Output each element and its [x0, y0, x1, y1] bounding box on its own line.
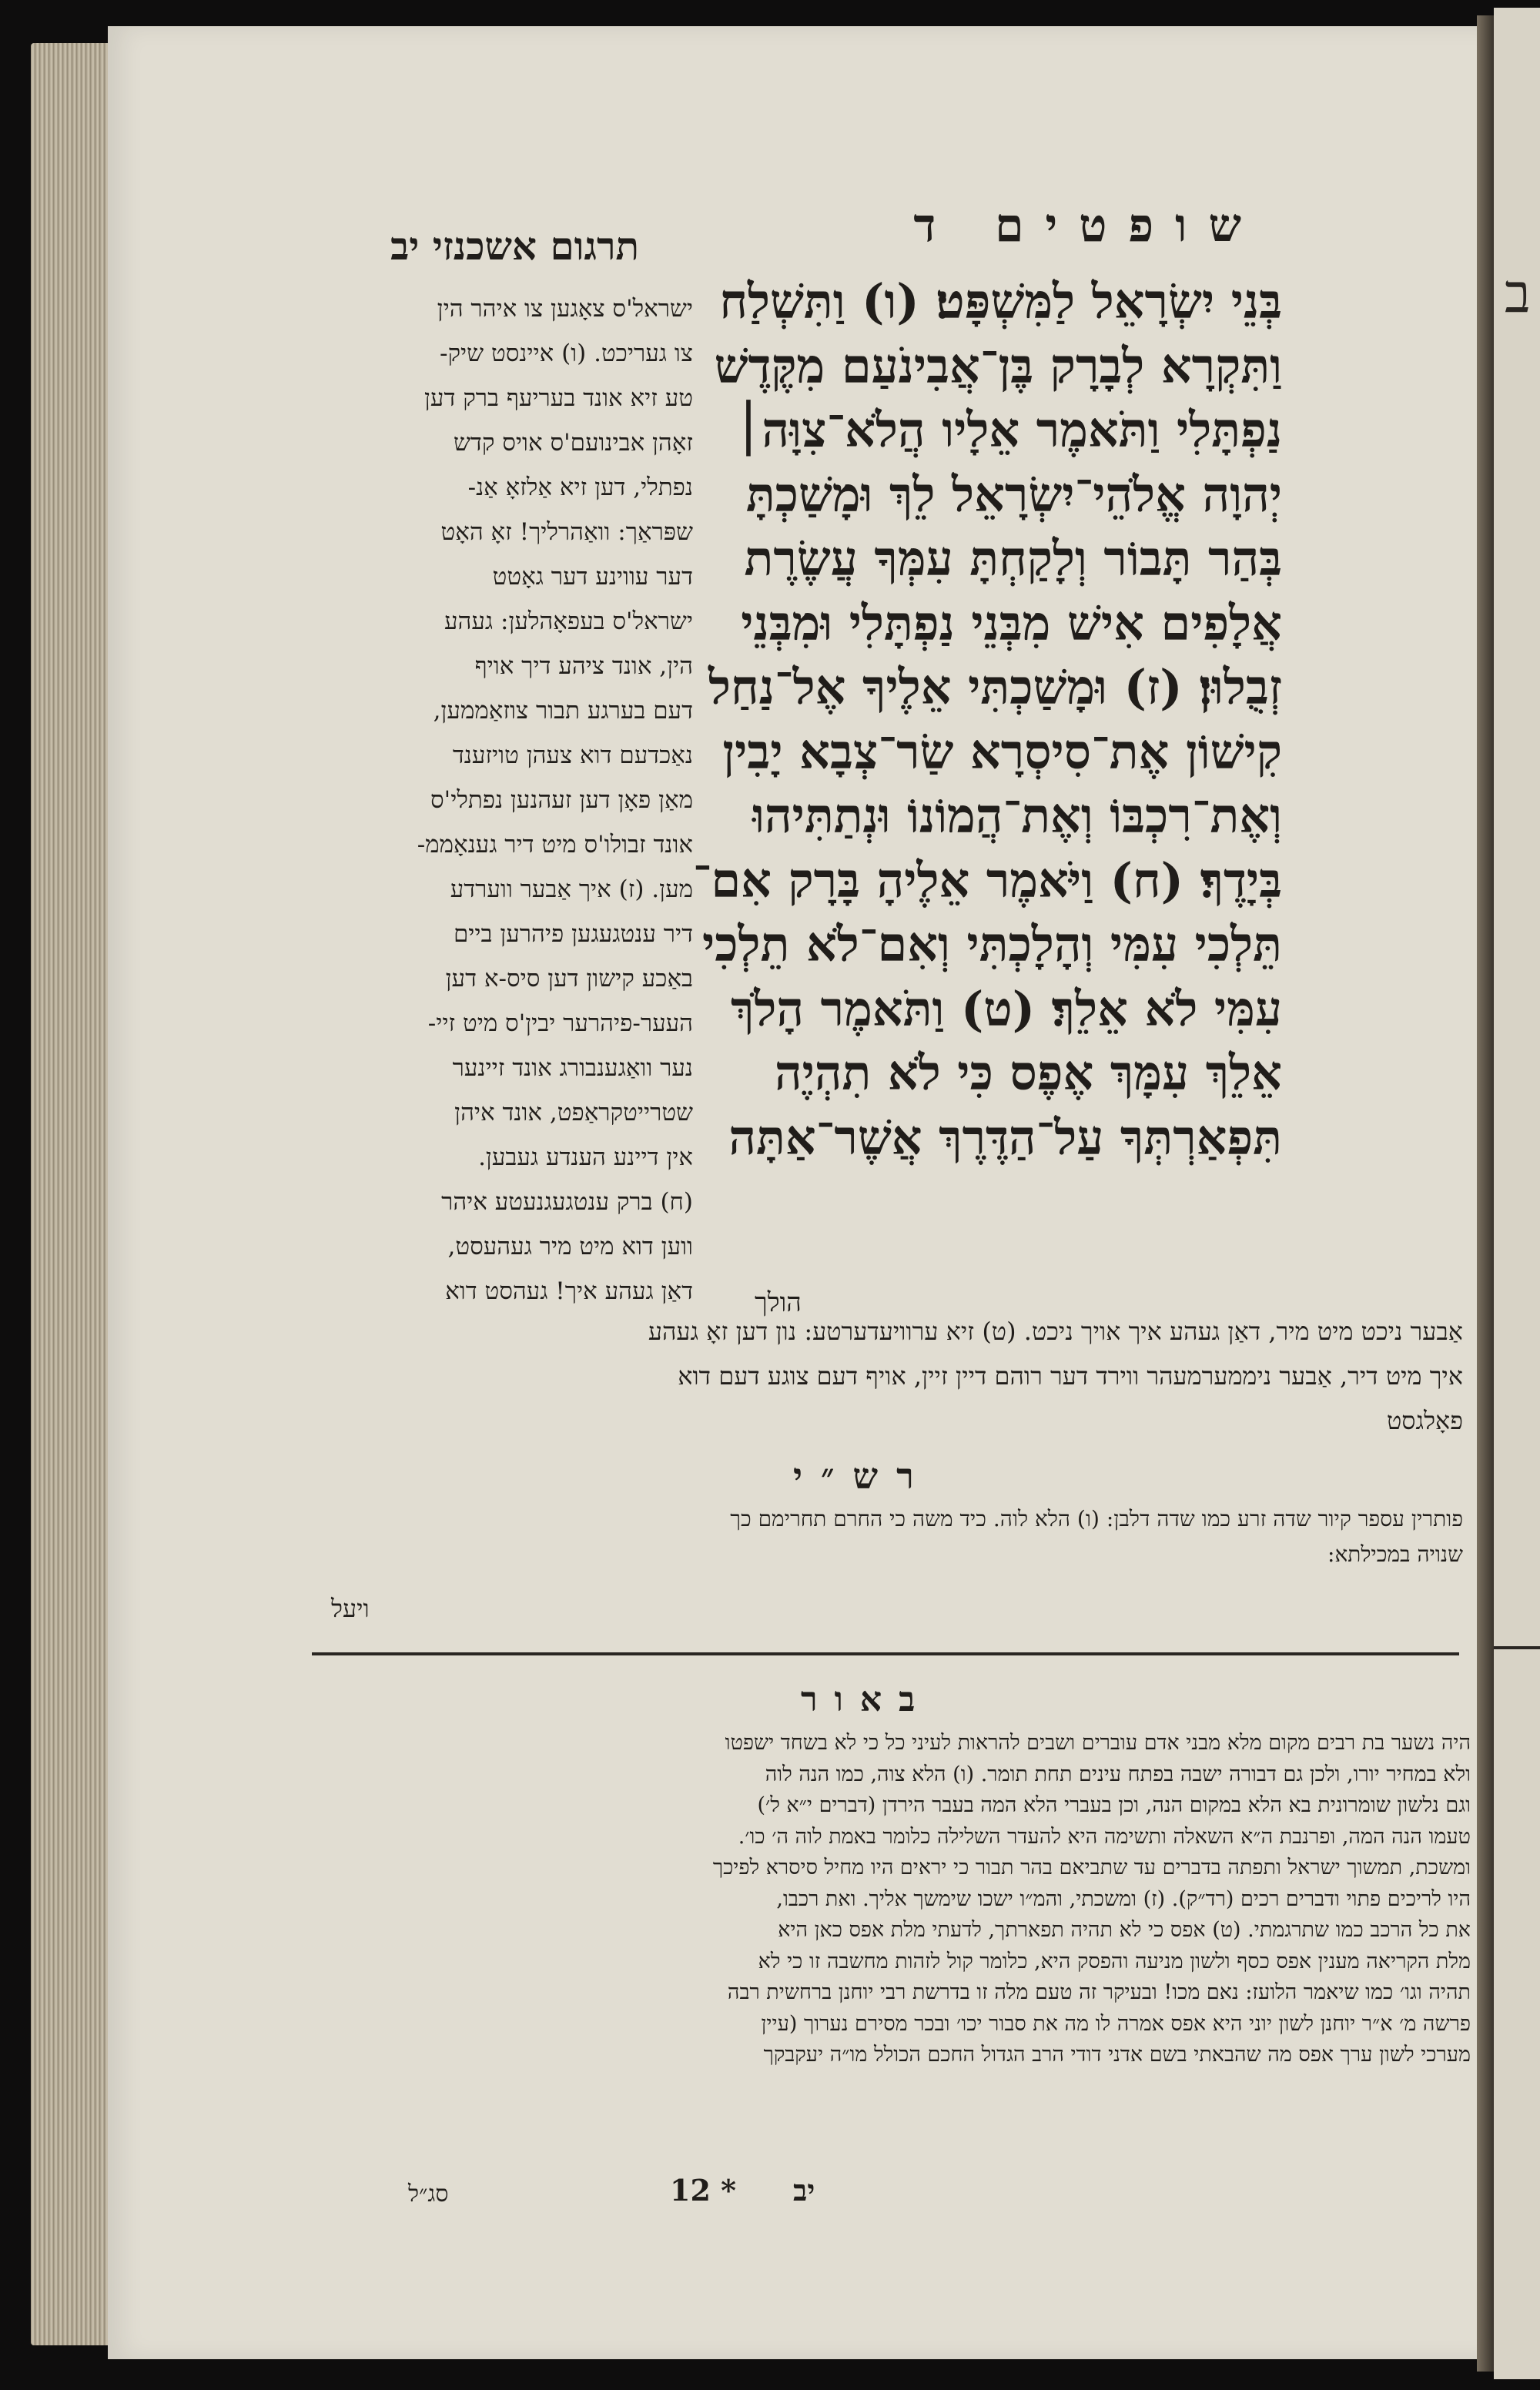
translation-line: דער עווינע דער גאָטט — [492, 563, 693, 591]
hebrew-page-number: יב — [793, 2173, 815, 2208]
book-gutter — [1477, 15, 1494, 2372]
page-number: 12 * — [670, 2173, 736, 2208]
biur-line: ומשכת, תמשוך ישראל ותפתה בדברים עד שתביאם בהר תבור כי יראים היו מחיל סיסרא לפיכך — [712, 1856, 1471, 1880]
translation-line: העער-פיהרער יבין'ס מיט זיי- — [427, 1009, 693, 1037]
verse-line: בְּיָדֶךָ׃ (ח) וַיֹּאמֶר אֵלֶיהָ בָּרָק אִם־ — [692, 852, 1282, 909]
verse-line: בְּנֵי יִשְׂרָאֵל לַמִּשְׁפָּט׃ (ו) וַתִּשְׁלַח — [719, 273, 1282, 330]
verse-column — [692, 269, 1282, 1170]
translation-line: דעם בערגע תבור צוזאַממען, — [433, 697, 693, 725]
translation-line: ישראל'ס צאָגען צו איהר הין — [437, 295, 693, 323]
translation-column — [277, 286, 693, 1314]
biur-line: וגם נלשון שומרונית בא הלא במקום הנה, וכן בעברי הלא המה בעבר הירדן (דברים י״א ל׳) — [757, 1793, 1471, 1817]
translation-line: זאָהן אבינועם'ס אויס קדש — [453, 429, 693, 457]
rashi-line: שנויה במכילתא: — [1327, 1541, 1463, 1567]
verse-line: עִמִּי לֹא אֵלֵךְ׃ (ט) וַתֹּאמֶר הָלֹךְ — [730, 980, 1282, 1037]
verse-line: נַפְתָּלִי וַתֹּאמֶר אֵלָיו הֲלֹא־צִוָּה׀ — [735, 402, 1282, 458]
biur-line: היו לריכים פתוי ודברים רכים (רד״ק). (ז) ומשכתי, והמ״ו ישכו שימשך אליך. ואת רכבו, — [776, 1886, 1471, 1911]
translation-line: צו געריכט. (ו) איינסט שיק- — [439, 340, 693, 367]
translation-line: ווען דוא מיט מיר געהעסט, — [447, 1233, 693, 1260]
verse-line: זְבֻלוּן׃ (ז) וּמָשַׁכְתִּי אֵלֶיךָ אֶל־נַחַל — [708, 659, 1282, 715]
verse-line: קִישׁוֹן אֶת־סִיסְרָא שַׂר־צְבָא יָבִין — [722, 723, 1282, 780]
translation-line: שטרייטקראַפט, אונד איהן — [454, 1099, 693, 1126]
rashi-commentary — [323, 1501, 1463, 1572]
biur-line: היה נשער בת רבים מקום מלא מבני אדם עוברים ושבים להראות לעיני כל כי לא בשחד ישפטו — [725, 1731, 1471, 1755]
biur-line: פרשה מ׳ א״ר יוחנן לשון יוני היא אפס אמרה לו מה את סבור יכו׳ ובכר מסירם נערוך (עיין — [761, 2011, 1471, 2036]
translation-line: מאַן פאָן דען זעהנען נפתלי'ס — [430, 786, 693, 814]
translation-line: דיר ענטגעגען פיהרען ביים — [453, 920, 693, 948]
translation-line: טע זיא אונד בעריעף ברק דען — [424, 384, 693, 412]
translation-line: ישראל'ס בעפאָהלען: געהע — [444, 608, 693, 635]
translation-line: נפתלי, דען זיא אַלזאָ אַנ- — [467, 474, 693, 501]
verse-line: בְּהַר תָּבוֹר וְלָקַחְתָּ עִמְּךָ עֲשֶׂרֶת — [744, 531, 1282, 587]
biur-line: ולא במחיר יורו, ולכן גם דבורה ישבה בפתח עינים תחת תומר. (ו) הלא צוה, כמו הנה לוה — [765, 1762, 1471, 1786]
facing-page-glyph: ב — [1505, 262, 1531, 325]
translation-line: נאַכדעם דוא צעהן טויזענד — [452, 741, 693, 769]
biur-line: מערכי לשון ערך אפס מה שהבאתי בשם אדני דודי הרב הגדול החכם הכולל מו״ה יעקבקך — [763, 2043, 1471, 2067]
translation-line: שפּראַך: וואַהרליך! זאָ האָט — [440, 518, 693, 546]
translation-wide-line: פאָלגסט — [1386, 1406, 1463, 1435]
translation-line: מען. (ז) איך אַבער ווערדע — [450, 875, 693, 903]
verse-line: אֵלֵךְ עִמָּךְ אֶפֶס כִּי לֹא תִהְיֶה — [774, 1045, 1282, 1101]
translation-line: דאַן געהע איך! געהסט דוא — [445, 1277, 693, 1305]
translation-line: נער וואַגענבורג אונד זיינער — [452, 1054, 693, 1082]
translation-wide-line: איך מיט דיר, אַבער ניממערמעהר ווירד דער רוהם דיין זיין, אויף דעם צוגע דעם דוא — [678, 1361, 1463, 1391]
book-page-edges — [31, 43, 114, 2345]
verse-line: תֵּלְכִי עִמִּי וְהָלָכְתִּי וְאִם־לֹא תֵלְכִי — [702, 916, 1282, 972]
biur-line: את כל הרכב כמו שתרגמתי. (ט) אפס כי לא תהיה תפארתך, לדעתי מלת אפס כאן היא — [778, 1918, 1471, 1942]
facing-page-rule — [1494, 1646, 1540, 1649]
rashi-catchword: ויעל — [331, 1594, 370, 1623]
biur-line: טעמו הנה המה, ופרנבת ה״א השאלה ותשימה היא להעדר השלילה כלומר באמת לוה ה׳ כו׳. — [738, 1824, 1471, 1849]
translation-line: אונד זבולו'ס מיט דיר גענאָממ- — [417, 831, 693, 859]
translation-line: אין דיינע הענדע געבען. — [478, 1143, 693, 1171]
signature-mark: סג״ל — [408, 2181, 449, 2208]
running-head-translation: תרגום אשכנזי יב — [390, 223, 639, 269]
translation-line: הין, אונד ציהע דיך אויף — [474, 652, 693, 680]
translation-wide-line: אַבער ניכט מיט מיר, דאַן געהע איך אויך ניכט. (ט) זיא ערוויעדערטע: נון דען זאָ געהע — [648, 1317, 1463, 1346]
rashi-line: פותרין עספר קיור שדה זרע כמו שדה דלבן: (ו) הלא לוה. כיד משה כי החרם תחרימם כך — [730, 1506, 1463, 1531]
verse-line: וַתִּקְרָא לְבָרָק בֶּן־אֲבִינֹעַם מִקֶּדֶשׁ — [714, 337, 1282, 394]
verse-catchword: הולך — [755, 1287, 802, 1318]
translation-line: באַכע קישון דען סיס-א דען — [445, 965, 693, 992]
biur-heading: באור — [801, 1680, 932, 1719]
running-head-book: שופטים ד — [913, 199, 1263, 253]
section-divider — [312, 1652, 1459, 1655]
verse-line: אֲלָפִים אִישׁ מִבְּנֵי נַפְתָּלִי וּמִבְּנֵי — [741, 594, 1282, 651]
verse-line: תִּפְאַרְתְּךָ עַל־הַדֶּרֶךְ אֲשֶׁר־אַתָּה — [728, 1109, 1282, 1166]
biur-line: תהיה וגו׳ כמו שיאמר הלועז: נאם מכו! ובעיקר זה טעם מלה זו בדרשת רבי יוחנן ברחשית רבה — [727, 1980, 1471, 2004]
biur-commentary — [323, 1728, 1471, 2071]
verse-line: וְאֶת־רִכְבּוֹ וְאֶת־הֲמוֹנוֹ וּנְתַתִּיהוּ — [752, 788, 1282, 844]
translation-full-width — [308, 1309, 1463, 1443]
translation-line: (ח) ברק ענטגעגנעטע איהר — [441, 1188, 693, 1216]
biur-line: מלת הקריאה מענין אפס כסף ולשון מניעה והפסק היא, כלומר קול לזהות מחשבה זו כי לא — [758, 1949, 1471, 1973]
verse-line: יְהוָה אֱלֹהֵי־יִשְׂרָאֵל לֵךְ וּמָשַׁכְתָּ — [745, 466, 1282, 523]
rashi-heading: רש״י — [793, 1455, 932, 1497]
facing-page-edge — [1494, 8, 1540, 2379]
